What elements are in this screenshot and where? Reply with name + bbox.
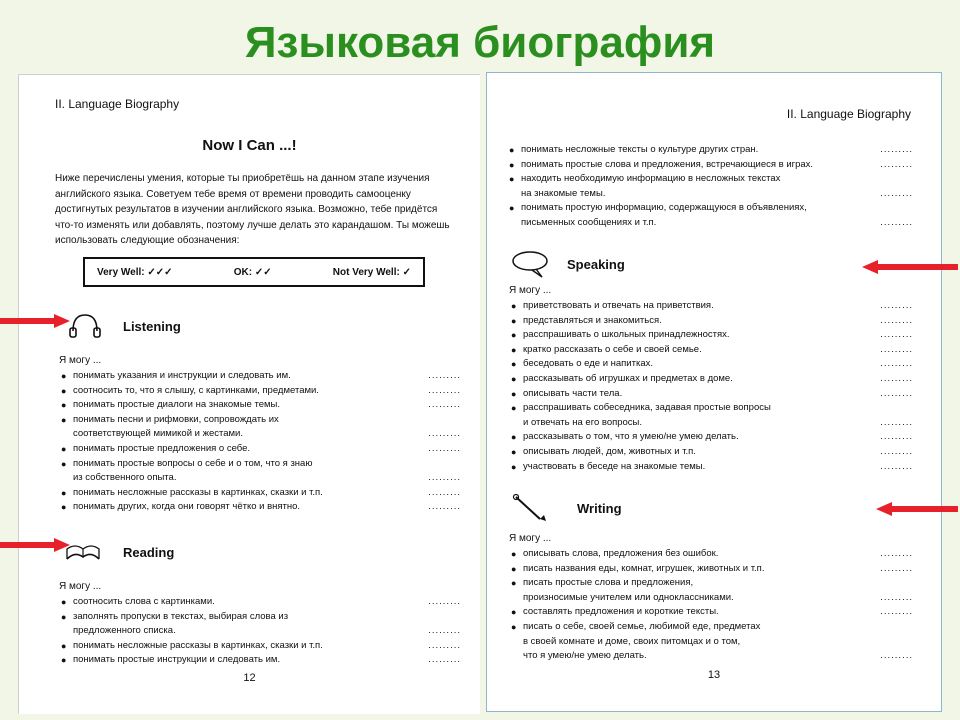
list-item [61,653,461,668]
rating-dots[interactable]: ......... [880,329,913,341]
list-item [511,605,913,620]
rating-dots[interactable]: ......... [880,358,913,370]
list-item [61,398,461,413]
list-item-text: и отвечать на его вопросы. [523,416,643,428]
legend-ok: OK: ✓✓ [233,266,272,278]
reading-lead: Я могу ... [59,581,102,592]
arrow-right-listening-icon [0,314,70,328]
list-item-text: ● писать простые слова и предложения, [523,577,694,589]
list-item-continuation [509,216,913,231]
list-item [61,442,461,457]
rating-dots[interactable]: ......... [880,548,913,559]
list-item [61,413,461,428]
list-item [61,457,461,472]
list-item-text: ● описывать части тела. [523,387,623,399]
writing-lead: Я могу ... [509,533,552,544]
right-top-list [509,143,913,231]
reading-title: Reading [123,544,175,560]
rating-dots[interactable]: ......... [880,216,913,228]
rating-dots[interactable]: ......... [880,445,913,457]
listening-lead: Я могу ... [59,355,102,366]
list-item-continuation [61,624,461,639]
speaking-list [511,299,913,474]
rating-dots[interactable]: ......... [428,486,461,498]
list-item-text: ● понимать простую информацию, содержащуюся в объявлениях, [521,202,807,214]
rating-dots[interactable]: ......... [428,370,461,381]
arrow-left-speaking-icon [862,260,958,274]
list-item-text: ● понимать несложные рассказы в картинках, сказки и т.п. [73,639,323,651]
list-item [61,500,461,515]
list-item-continuation [511,591,913,606]
open-book-icon [65,537,101,567]
rating-dots[interactable]: ......... [428,596,461,607]
list-item [61,595,461,610]
list-item [511,328,913,343]
list-item-text: ● рассказывать о том, что я умею/не умею делать. [523,431,739,443]
list-item-text: соответствующей мимикой и жестами. [73,428,243,440]
list-item-text: ● рассказывать об игрушках и предметах в доме. [523,372,733,384]
list-item [509,172,913,187]
list-item-text: из собственного опыта. [73,472,177,484]
rating-dots[interactable]: ......... [880,431,913,443]
list-item-text: ● кратко рассказать о себе и своей семье. [523,343,702,355]
left-page [18,74,480,714]
list-item-text: предложенного списка. [73,625,176,637]
list-item-continuation [61,427,461,442]
list-item [511,372,913,387]
rating-dots[interactable]: ......... [880,372,913,384]
rating-dots[interactable]: ......... [428,472,461,484]
list-item-text: ● описывать слова, предложения без ошибок. [523,548,719,559]
list-item-text: ● понимать простые вопросы о себе и о том, что я знаю [73,457,313,469]
list-item [509,201,913,216]
legend-very-well: Very Well: ✓✓✓ [97,266,173,278]
speech-bubble-icon [509,249,551,279]
rating-dots[interactable]: ......... [880,300,913,311]
list-item-text: ● участвовать в беседе на знакомые темы. [523,460,706,472]
rating-dots[interactable]: ......... [428,428,461,440]
list-item [61,384,461,399]
list-item-text: произносимые учителем или одноклассниками. [523,591,734,603]
headphones-icon [67,311,103,341]
rating-dots[interactable]: ......... [880,562,913,574]
list-item [509,143,913,158]
speaking-header [509,249,625,279]
list-item [511,445,913,460]
list-item-text: ● понимать несложные тексты о культуре других стран. [521,144,759,155]
list-item [61,369,461,384]
rating-dots[interactable]: ......... [880,314,913,326]
list-item [511,299,913,314]
pen-icon [509,493,551,523]
slide-title: Языковая биография [244,18,716,67]
list-item-text: ● соотносить слова с картинками. [73,596,215,607]
list-item [511,343,913,358]
list-item-text: ● понимать несложные рассказы в картинках, сказки и т.п. [73,486,323,498]
list-item [511,576,913,591]
rating-dots[interactable]: ......... [880,387,913,399]
list-item-text: ● понимать песни и рифмовки, сопровождать их [73,413,279,425]
rating-dots[interactable]: ......... [880,343,913,355]
rating-dots[interactable]: ......... [428,639,461,651]
rating-dots[interactable]: ......... [428,384,461,396]
writing-list [511,547,913,664]
rating-dots[interactable]: ......... [428,501,461,513]
right-page [486,72,942,712]
list-item-continuation [511,416,913,431]
list-item-text: ● понимать других, когда они говорят чётко и внятно. [73,501,301,513]
rating-dots[interactable]: ......... [880,158,913,170]
list-item [61,486,461,501]
list-item-text: ● понимать простые слова и предложения, встречающиеся в играх. [521,158,814,170]
list-item-text: ● писать о себе, своей семье, любимой еде, предметах [523,620,761,632]
list-item-text: что я умею/не умею делать. [523,650,647,662]
speaking-lead: Я могу ... [509,285,552,296]
rating-dots[interactable]: ......... [880,606,913,618]
list-item-continuation [61,471,461,486]
list-item-text: ● беседовать о еде и напитках. [523,358,654,370]
reading-header [65,537,174,567]
list-item-text: ● соотносить то, что я слышу, с картинками, предметами. [73,384,319,396]
list-item-continuation [509,187,913,202]
list-item [511,314,913,329]
list-item [509,158,913,173]
list-item-text: письменных сообщениях и т.п. [521,216,657,228]
list-item-text: ● расспрашивать собеседника, задавая простые вопросы [523,402,771,414]
arrow-left-writing-icon [876,502,958,516]
left-page-number: 12 [243,672,256,684]
left-running-head: II. Language Biography [55,97,180,111]
now-i-can-heading: Now I Can ...! [202,137,297,154]
rating-dots[interactable]: ......... [880,187,913,199]
list-item [511,460,913,475]
list-item-text: ● понимать указания и инструкции и следовать им. [73,370,291,381]
rating-dots[interactable]: ......... [880,416,913,428]
rating-dots[interactable]: ......... [880,591,913,603]
list-item [511,620,913,635]
list-item-continuation [511,649,913,664]
list-item-text: в своей комнате и доме, своих питомцах и о том, [523,635,741,647]
list-item [61,610,461,625]
list-item-continuation [511,635,913,650]
list-item [511,430,913,445]
rating-dots[interactable]: ......... [428,442,461,454]
rating-dots[interactable]: ......... [880,144,913,155]
list-item-text: ● составлять предложения и короткие тексты. [523,606,719,618]
list-item-text: ● заполнять пропуски в текстах, выбирая слова из [73,610,289,622]
legend-box [83,257,425,287]
list-item [511,562,913,577]
list-item-text: ● понимать простые предложения о себе. [73,442,251,454]
list-item-text: ● расспрашивать о школьных принадлежностях. [523,329,730,341]
right-running-head: II. Language Biography [786,107,911,121]
right-page-number: 13 [707,669,721,681]
intro-text: Ниже перечислены умения, которые ты приобретёшь на данном этапе изучения английского языка. Советуем тебе время от времени проводить самооценку достигнутых результатов в изучении английского языка. Возможно, тебе придётся что-то изменять или добавлять, поэтому лучше делать это карандашом. Ты можешь использовать следующие обозначения: [55,173,450,246]
list-item-text: ● понимать простые инструкции и следовать им. [73,654,281,666]
rating-dots[interactable]: ......... [428,625,461,637]
list-item-text: ● находить необходимую информацию в несложных текстах [521,173,781,185]
list-item [511,387,913,402]
list-item-text: ● понимать простые диалоги на знакомые темы. [73,399,280,411]
list-item-text: ● описывать людей, дом, животных и т.п. [523,445,696,457]
list-item-text: на знакомые темы. [521,187,606,199]
listening-title: Listening [123,318,181,334]
list-item [61,639,461,654]
writing-header [509,493,622,523]
writing-title: Writing [577,500,622,516]
rating-dots[interactable]: ......... [428,654,461,666]
listening-header [67,311,181,341]
legend-not-very-well: Not Very Well: ✓ [332,266,411,278]
list-item [511,357,913,372]
listening-list [61,369,461,515]
arrow-right-reading-icon [0,538,70,552]
speaking-title: Speaking [567,256,625,272]
rating-dots[interactable]: ......... [880,460,913,472]
list-item-text: ● писать названия еды, комнат, игрушек, животных и т.п. [523,562,765,574]
list-item [511,547,913,562]
list-item-text: ● представляться и знакомиться. [523,314,662,326]
rating-dots[interactable]: ......... [428,399,461,411]
list-item-text: ● приветствовать и отвечать на приветствия. [523,300,714,311]
reading-list [61,595,461,668]
rating-dots[interactable]: ......... [880,650,913,662]
list-item [511,401,913,416]
